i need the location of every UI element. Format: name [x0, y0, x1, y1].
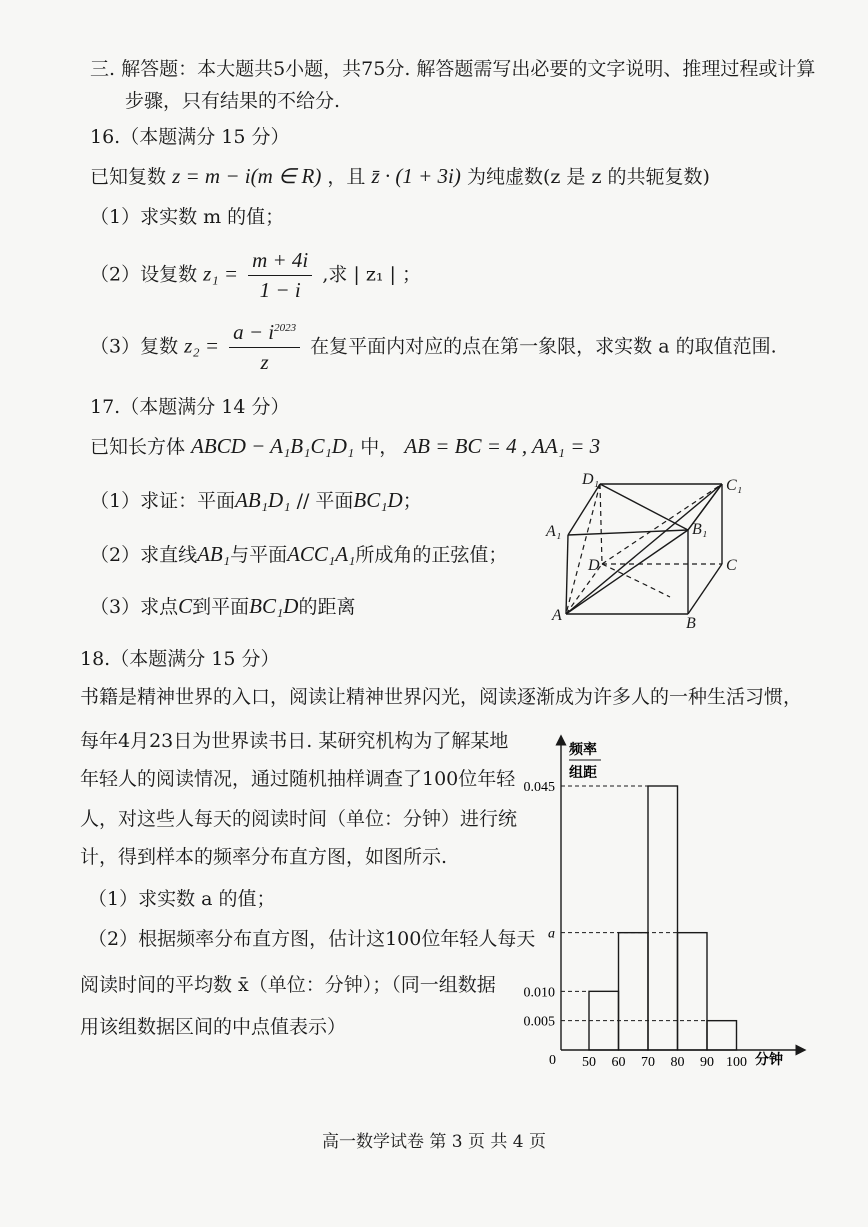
y-tick-label: 0.010 — [523, 985, 555, 1001]
page-footer: 高一数学试卷 第 3 页 共 4 页 — [321, 1132, 547, 1152]
q18-part2-b: 阅读时间的平均数 x̄（单位：分钟）；（同一组数据 — [80, 974, 496, 996]
histogram-bar — [648, 786, 678, 1050]
q16-stem-post: 为纯虚数(z 是 z 的共轭复数) — [466, 166, 710, 188]
y-tick-label: 0.045 — [523, 780, 555, 795]
section-heading: 三. 解答题：本大题共5小题，共75分. 解答题需写出必要的文字说明、推理过程或计算 — [90, 58, 816, 80]
section-heading-cont: 步骤，只有结果的不给分. — [125, 90, 341, 112]
q17-part2-pre: （2）求直线 — [90, 544, 198, 566]
q16-part3 — [90, 320, 777, 375]
q17-part1-plane1: AB₁D₁ — [235, 488, 291, 512]
q16-part2-pre: （2）设复数 — [90, 263, 198, 286]
q17-part1-post: ； — [402, 490, 422, 512]
q17-part2-plane: ACC₁A₁ — [287, 542, 356, 566]
label-D1: D₁ — [582, 471, 600, 488]
x-tick-label: 70 — [641, 1055, 655, 1070]
q17-part1-mid: // 平面 — [296, 490, 354, 512]
x-tick-label: 90 — [700, 1055, 714, 1070]
q16-part3-pre: （3）复数 — [90, 335, 179, 358]
q16-part2-post: ,求 | z₁ | ； — [322, 263, 421, 286]
histogram-bar — [678, 933, 708, 1050]
q16-stem-pre: 已知复数 — [90, 166, 167, 188]
x-tick-label: 100 — [726, 1055, 747, 1070]
label-A: A — [552, 607, 562, 624]
q16-part3-post: 在复平面内对应的点在第一象限，求实数 a 的取值范围. — [310, 335, 777, 358]
x-tick-label: 60 — [611, 1055, 626, 1070]
q17-part3-point: C — [178, 594, 193, 618]
frequency-histogram — [515, 730, 815, 1080]
q16-part3-denominator: z — [260, 350, 269, 375]
y-tick-label: 0.005 — [523, 1014, 555, 1030]
q16-part2 — [90, 248, 421, 303]
q17-stem-pre: 已知长方体 — [90, 436, 186, 458]
q16-formula2: z̄ · (1 + 3i) — [371, 164, 461, 188]
q18-part2-c: 用该组数据区间的中点值表示） — [80, 1016, 347, 1038]
q17-formula: ABCD − A₁B₁C₁D₁ — [191, 434, 355, 458]
q17-part3-post: 的距离 — [298, 596, 356, 618]
q17-formula2: AB = BC = 4 , AA₁ = 3 — [404, 434, 601, 458]
q17-part3-pre: （3）求点 — [90, 596, 179, 618]
q16-part3-numerator: a − i — [233, 320, 275, 344]
origin-label: 0 — [549, 1053, 556, 1068]
q17-stem-mid: 中， — [360, 436, 399, 458]
q18-text-4: 人，对这些人每天的阅读时间（单位：分钟）进行统 — [80, 808, 518, 830]
q17-header: 17.（本题满分 14 分） — [90, 396, 290, 418]
q16-part3-exponent: 2023 — [274, 322, 297, 334]
label-B1: B₁ — [692, 521, 708, 538]
q16-part1: （1）求实数 m 的值； — [90, 206, 285, 228]
y-label-top: 频率 — [569, 743, 597, 758]
label-C: C — [726, 557, 737, 574]
q17-part3-plane: BC₁D — [249, 594, 299, 618]
q16-part3-lhs: z₂ = — [184, 333, 220, 358]
x-label: 分钟 — [755, 1053, 783, 1068]
q17-part2-post: 所成角的正弦值； — [355, 544, 508, 566]
q18-text-3: 年轻人的阅读情况，通过随机抽样调查了100位年轻 — [80, 768, 516, 790]
q16-part2-lhs: z₁ = — [203, 261, 239, 286]
x-tick-label: 50 — [582, 1055, 596, 1070]
q17-part2-mid: 与平面 — [230, 544, 288, 566]
label-B: B — [686, 615, 696, 632]
label-C1: C₁ — [726, 477, 743, 494]
histogram-bar — [619, 933, 649, 1050]
q18-text-5: 计，得到样本的频率分布直方图，如图所示. — [80, 846, 448, 868]
q16-header: 16.（本题满分 15 分） — [90, 126, 290, 148]
label-D: D — [588, 557, 600, 574]
q17-part1 — [90, 488, 422, 513]
cuboid-figure — [540, 462, 760, 632]
q17-part3-mid: 到平面 — [192, 596, 250, 618]
y-label-bottom: 组距 — [569, 766, 597, 781]
q18-text-1: 书籍是精神世界的入口，阅读让精神世界闪光，阅读逐渐成为许多人的一种生活习惯， — [80, 686, 803, 708]
q18-part1: （1）求实数 a 的值； — [88, 888, 276, 910]
q16-stem — [90, 164, 710, 189]
q17-part1-pre: （1）求证：平面 — [90, 490, 236, 512]
q17-part2 — [90, 542, 507, 567]
x-tick-label: 80 — [670, 1055, 685, 1070]
q16-part2-denominator: 1 − i — [259, 278, 301, 303]
q17-part1-plane2: BC₁D — [353, 488, 403, 512]
q16-stem-mid: ，且 — [327, 166, 366, 188]
label-A1: A₁ — [546, 523, 562, 540]
q18-header: 18.（本题满分 15 分） — [80, 648, 280, 670]
q17-part2-line: AB₁ — [197, 542, 231, 566]
q18-text-2: 每年4月23日为世界读书日. 某研究机构为了解某地 — [80, 730, 509, 752]
q18-part2-a: （2）根据频率分布直方图，估计这100位年轻人每天 — [88, 928, 536, 950]
q16-part2-numerator: m + 4i — [248, 248, 312, 276]
y-tick-label: a — [548, 926, 555, 942]
histogram-bar — [707, 1021, 737, 1050]
q17-part3 — [90, 594, 355, 619]
q17-stem — [90, 434, 600, 459]
q16-formula: z = m − i(m ∈ R) — [172, 164, 322, 188]
